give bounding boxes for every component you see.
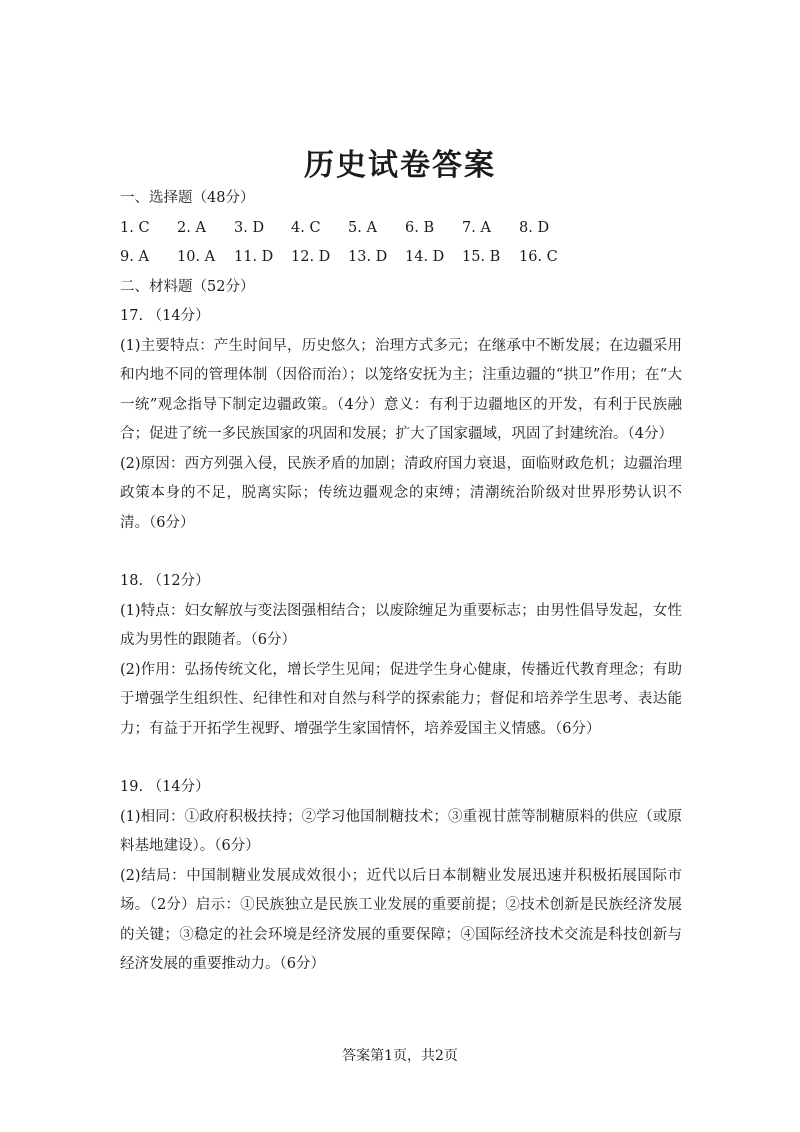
question-19-header: 19. （14分） — [120, 779, 210, 795]
answer-item: 10. A — [177, 249, 216, 265]
answer-item: 2. A — [177, 219, 206, 236]
question-18-answer-1: (1)特点：妇女解放与变法图强相结合；以废除缠足为重要标志；由男性倡导发起，女性成为男性的跟随者。（6分） — [120, 602, 682, 648]
answer-item: 15. B — [462, 249, 501, 265]
answer-item: 7. A — [462, 219, 491, 236]
answer-item: 3. D — [234, 219, 265, 236]
question-18-header: 18. （12分） — [120, 573, 210, 589]
choice-answers-row-1 — [120, 214, 682, 244]
answer-item: 4. C — [291, 219, 321, 236]
question-18-answer-2: (2)作用：弘扬传统文化，增长学生见闻；促进学生身心健康，传播近代教育理念；有助于增强学生组织性、纪律性和对自然与科学的探索能力；督促和培养学生思考、表达能力；有益于开拓学生视野、增强学生家国情怀，培养爱国主义情感。（6分） — [120, 661, 682, 737]
question-17-answer-1: (1)主要特点：产生时间早，历史悠久；治理方式多元；在继承中不断发展；在边疆采用和内地不同的管理体制（因俗而治）；以笼络安抚为主；注重边疆的“拱卫”作用；在“大一统”观念指导下制定边疆政策。（4分）意义：有利于边疆地区的开发，有利于民族融合；促进了统一多民族国家的巩固和发展；扩大了国家疆域，巩固了封建统治。（4分） — [120, 337, 682, 442]
answer-item: 1. C — [120, 219, 150, 236]
spacer — [120, 538, 682, 567]
choice-answers-row-2 — [120, 243, 682, 273]
answer-item: 12. D — [291, 249, 331, 265]
answer-item: 6. B — [405, 219, 435, 236]
spacer — [120, 744, 682, 773]
question-19-answer-2: (2)结局：中国制糖业发展成效很小；近代以后日本制糖业发展迅速并积极拓展国际市场。（2分）启示：①民族独立是民族工业发展的重要前提；②技术创新是民族经济发展的关键；③稳定的社会环境是经济发展的重要保障；④国际经济技术交流是科技创新与经济发展的重要推动力。（6分） — [120, 867, 682, 972]
answer-content — [120, 184, 682, 980]
section-heading-material: 二、材料题（52分） — [120, 278, 255, 295]
page-title: 历史试卷答案 — [304, 148, 496, 183]
page-footer: 答案第1页，共2页 — [342, 1048, 458, 1064]
answer-item: 16. C — [519, 249, 558, 265]
answer-item: 11. D — [234, 249, 274, 265]
question-17-header: 17. （14分） — [120, 308, 210, 324]
answer-item: 9. A — [120, 249, 149, 265]
answer-item: 5. A — [348, 219, 377, 236]
question-19-answer-1: (1)相同：①政府积极扶持；②学习他国制糖技术；③重视甘蔗等制糖原料的供应（或原料基地建设）。（6分） — [120, 808, 682, 854]
question-17-answer-2: (2)原因：西方列强入侵，民族矛盾的加剧；清政府国力衰退，面临财政危机；边疆治理政策本身的不足，脱离实际；传统边疆观念的束缚；清潮统治阶级对世界形势认识不清。（6分） — [120, 455, 682, 531]
answer-item: 13. D — [348, 249, 388, 265]
answer-item: 14. D — [405, 249, 445, 265]
answer-item: 8. D — [519, 219, 550, 236]
section-heading-choice: 一、选择题（48分） — [120, 190, 255, 206]
